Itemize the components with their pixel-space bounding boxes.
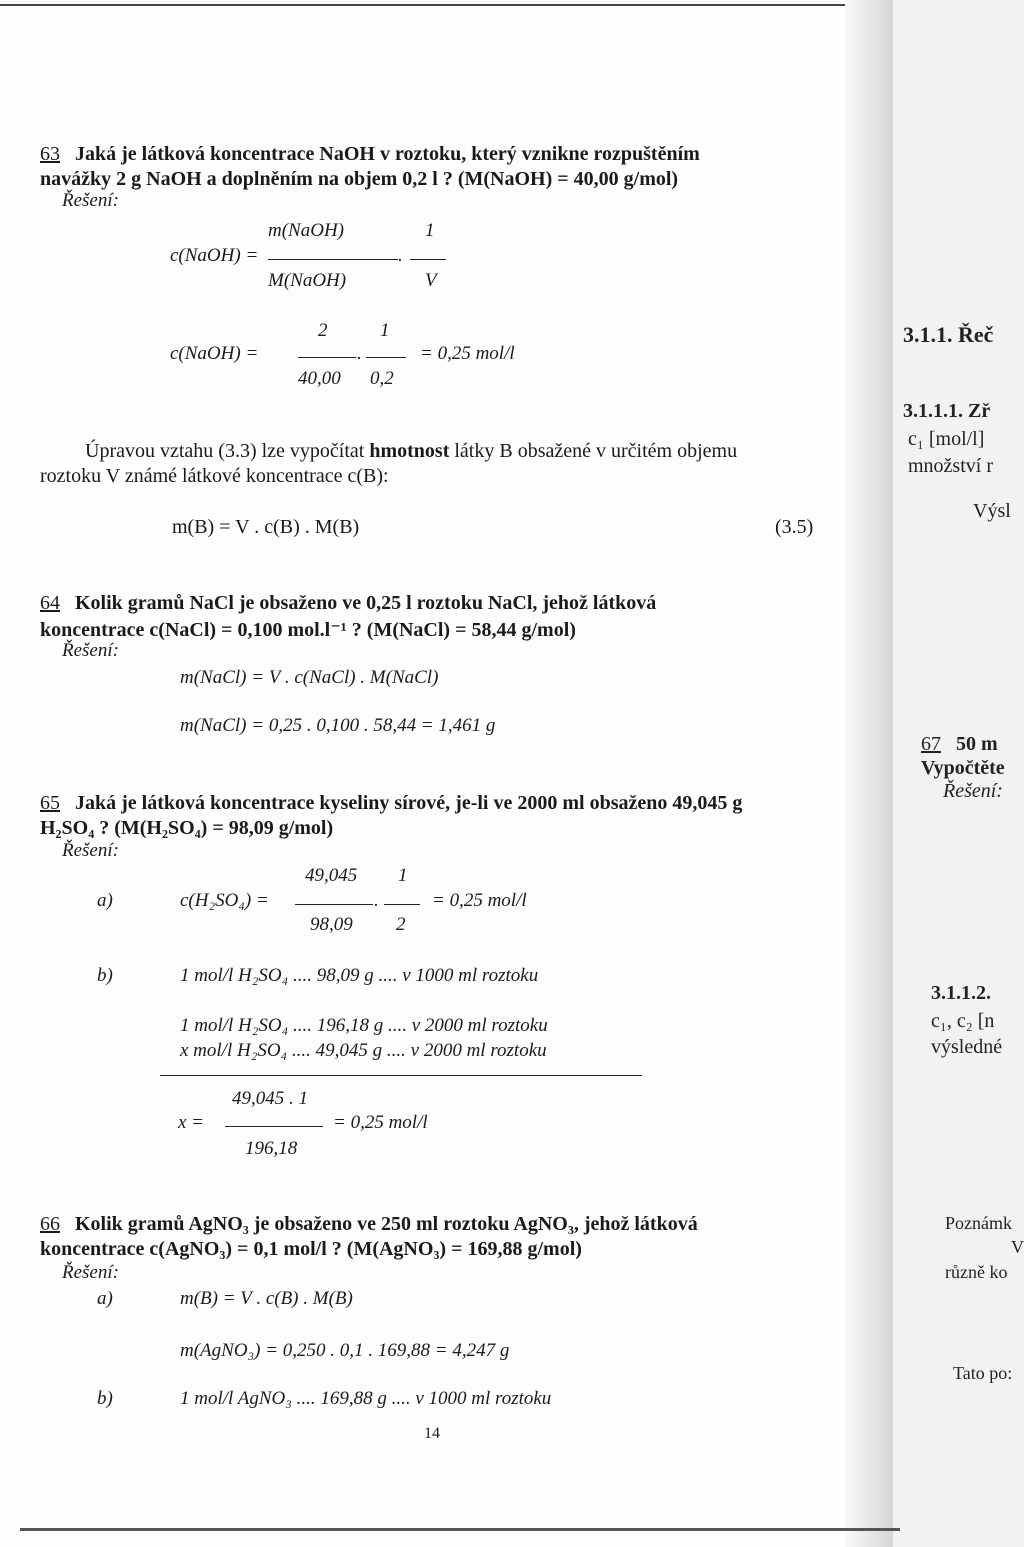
proportion-line: 1 mol/l H₂SO₄ .... 98,09 g .... v 1000 ml roztoku xyxy=(180,965,539,986)
fraction-bar xyxy=(384,904,420,905)
separator-line xyxy=(160,1075,642,1076)
equation-number: (3.5) xyxy=(775,516,814,538)
facing-text: Poznámk xyxy=(945,1213,1012,1233)
formula-result: = 0,25 mol/l xyxy=(432,890,527,911)
formula-numerator: 1 xyxy=(380,320,390,341)
fraction-bar xyxy=(410,259,446,260)
facing-text: Tato po: xyxy=(953,1363,1013,1383)
formula-denominator: V xyxy=(425,270,437,291)
section-heading: 3.1.1.2. xyxy=(931,982,991,1004)
scan-bottom-edge xyxy=(20,1528,900,1531)
part-b-label: b) xyxy=(97,965,113,986)
formula-denominator: 2 xyxy=(396,914,406,935)
problem-65-number: 65 xyxy=(40,792,60,814)
problem-64-text-line2: koncentrace c(NaCl) = 0,100 mol.l⁻¹ ? (M(NaCl) = 58,44 g/mol) xyxy=(40,619,576,641)
facing-text: V xyxy=(1011,1237,1024,1257)
facing-text: množství r xyxy=(908,455,993,477)
formula-line: m(AgNO₃) = 0,250 . 0,1 . 169,88 = 4,247 g xyxy=(180,1340,510,1361)
formula-line: m(B) = V . c(B) . M(B) xyxy=(180,1288,353,1309)
section-heading: 3.1.1.1. Zř xyxy=(903,400,991,422)
paragraph-line2: roztoku V známé látkové koncentrace c(B): xyxy=(40,465,389,487)
facing-text: výsledné xyxy=(931,1036,1003,1058)
fraction-bar xyxy=(366,357,406,358)
paragraph-line1: Úpravou vztahu (3.3) lze vypočítat hmotnost látky B obsažené v určitém objemu xyxy=(85,440,738,462)
formula-lhs: x = xyxy=(178,1112,205,1133)
problem-64-number: 64 xyxy=(40,592,60,614)
fraction-bar xyxy=(298,357,356,358)
reseni-label: Řešení: xyxy=(943,780,1003,802)
formula-denominator: 196,18 xyxy=(245,1138,298,1159)
scan-top-edge xyxy=(0,4,870,6)
problem-66-number: 66 xyxy=(40,1213,60,1235)
problem-67-line2: Vypočtěte xyxy=(921,757,1005,779)
part-a-label: a) xyxy=(97,1288,113,1309)
formula-lhs: c(NaOH) = xyxy=(170,343,259,364)
reseni-label: Řešení: xyxy=(62,190,119,211)
formula-numerator: 49,045 . 1 xyxy=(232,1088,308,1109)
facing-page xyxy=(893,0,1024,1547)
proportion-line: 1 mol/l AgNO₃ .... 169,88 g .... v 1000 ml roztoku xyxy=(180,1388,552,1409)
formula-denominator: 0,2 xyxy=(370,368,394,389)
book-gutter xyxy=(845,0,893,1547)
formula-line: m(NaCl) = 0,25 . 0,100 . 58,44 = 1,461 g xyxy=(180,715,496,736)
problem-63-text-line1: 63 Jaká je látková koncentrace NaOH v roztoku, který vznikne rozpuštěním xyxy=(40,143,700,165)
equation-3-5: m(B) = V . c(B) . M(B) xyxy=(172,516,360,538)
section-heading: 3.1.1. Řeč xyxy=(903,322,994,347)
formula-lhs: c(NaOH) = xyxy=(170,245,259,266)
problem-63-number: 63 xyxy=(40,143,60,165)
formula-numerator: 1 xyxy=(425,220,435,241)
problem-65-text-line2: H₂SO₄ ? (M(H₂SO₄) = 98,09 g/mol) xyxy=(40,817,334,839)
reseni-label: Řešení: xyxy=(62,840,119,861)
facing-text: c₁, c₂ [n xyxy=(931,1010,995,1032)
formula-numerator: 2 xyxy=(318,320,328,341)
reseni-label: Řešení: xyxy=(62,1262,119,1283)
facing-text: různě ko xyxy=(945,1262,1008,1282)
formula-denominator: 98,09 xyxy=(310,914,353,935)
formula-result: = 0,25 mol/l xyxy=(333,1112,428,1133)
proportion-line: 1 mol/l H₂SO₄ .... 196,18 g .... v 2000 ml roztoku xyxy=(180,1015,548,1036)
formula-lhs: c(H₂SO₄) = xyxy=(180,890,269,911)
proportion-line: x mol/l H₂SO₄ .... 49,045 g .... v 2000 ml roztoku xyxy=(180,1040,547,1061)
formula-denominator: M(NaOH) xyxy=(268,270,347,291)
fraction-bar xyxy=(268,259,398,260)
problem-65-text-line1: 65 Jaká je látková koncentrace kyseliny sírové, je-li ve 2000 ml obsaženo 49,045 g xyxy=(40,792,743,814)
formula-denominator: 40,00 xyxy=(298,368,341,389)
formula-result: = 0,25 mol/l xyxy=(420,343,515,364)
formula-numerator: 49,045 xyxy=(305,865,358,886)
problem-67-line1: 67 50 m xyxy=(921,733,998,755)
page-number: 14 xyxy=(424,1425,440,1442)
formula-line: m(NaCl) = V . c(NaCl) . M(NaCl) xyxy=(180,667,439,688)
part-b-label: b) xyxy=(97,1388,113,1409)
formula-numerator: m(NaOH) xyxy=(268,220,344,241)
fraction-bar xyxy=(225,1126,323,1127)
problem-66-text-line2: koncentrace c(AgNO₃) = 0,1 mol/l ? (M(AgNO₃) = 169,88 g/mol) xyxy=(40,1238,582,1260)
part-a-label: a) xyxy=(97,890,113,911)
reseni-label: Řešení: xyxy=(62,640,119,661)
problem-64-text-line1: 64 Kolik gramů NaCl je obsaženo ve 0,25 l roztoku NaCl, jehož látková xyxy=(40,592,657,614)
formula-numerator: 1 xyxy=(398,865,408,886)
problem-63-text-line2: navážky 2 g NaOH a doplněním na objem 0,2 l ? (M(NaOH) = 40,00 g/mol) xyxy=(40,168,679,190)
facing-text: c₁ [mol/l] xyxy=(908,428,985,450)
problem-66-text-line1: 66 Kolik gramů AgNO₃ je obsaženo ve 250 ml roztoku AgNO₃, jehož látková xyxy=(40,1213,698,1235)
fraction-bar xyxy=(295,904,373,905)
facing-text: Výsl xyxy=(973,500,1011,522)
